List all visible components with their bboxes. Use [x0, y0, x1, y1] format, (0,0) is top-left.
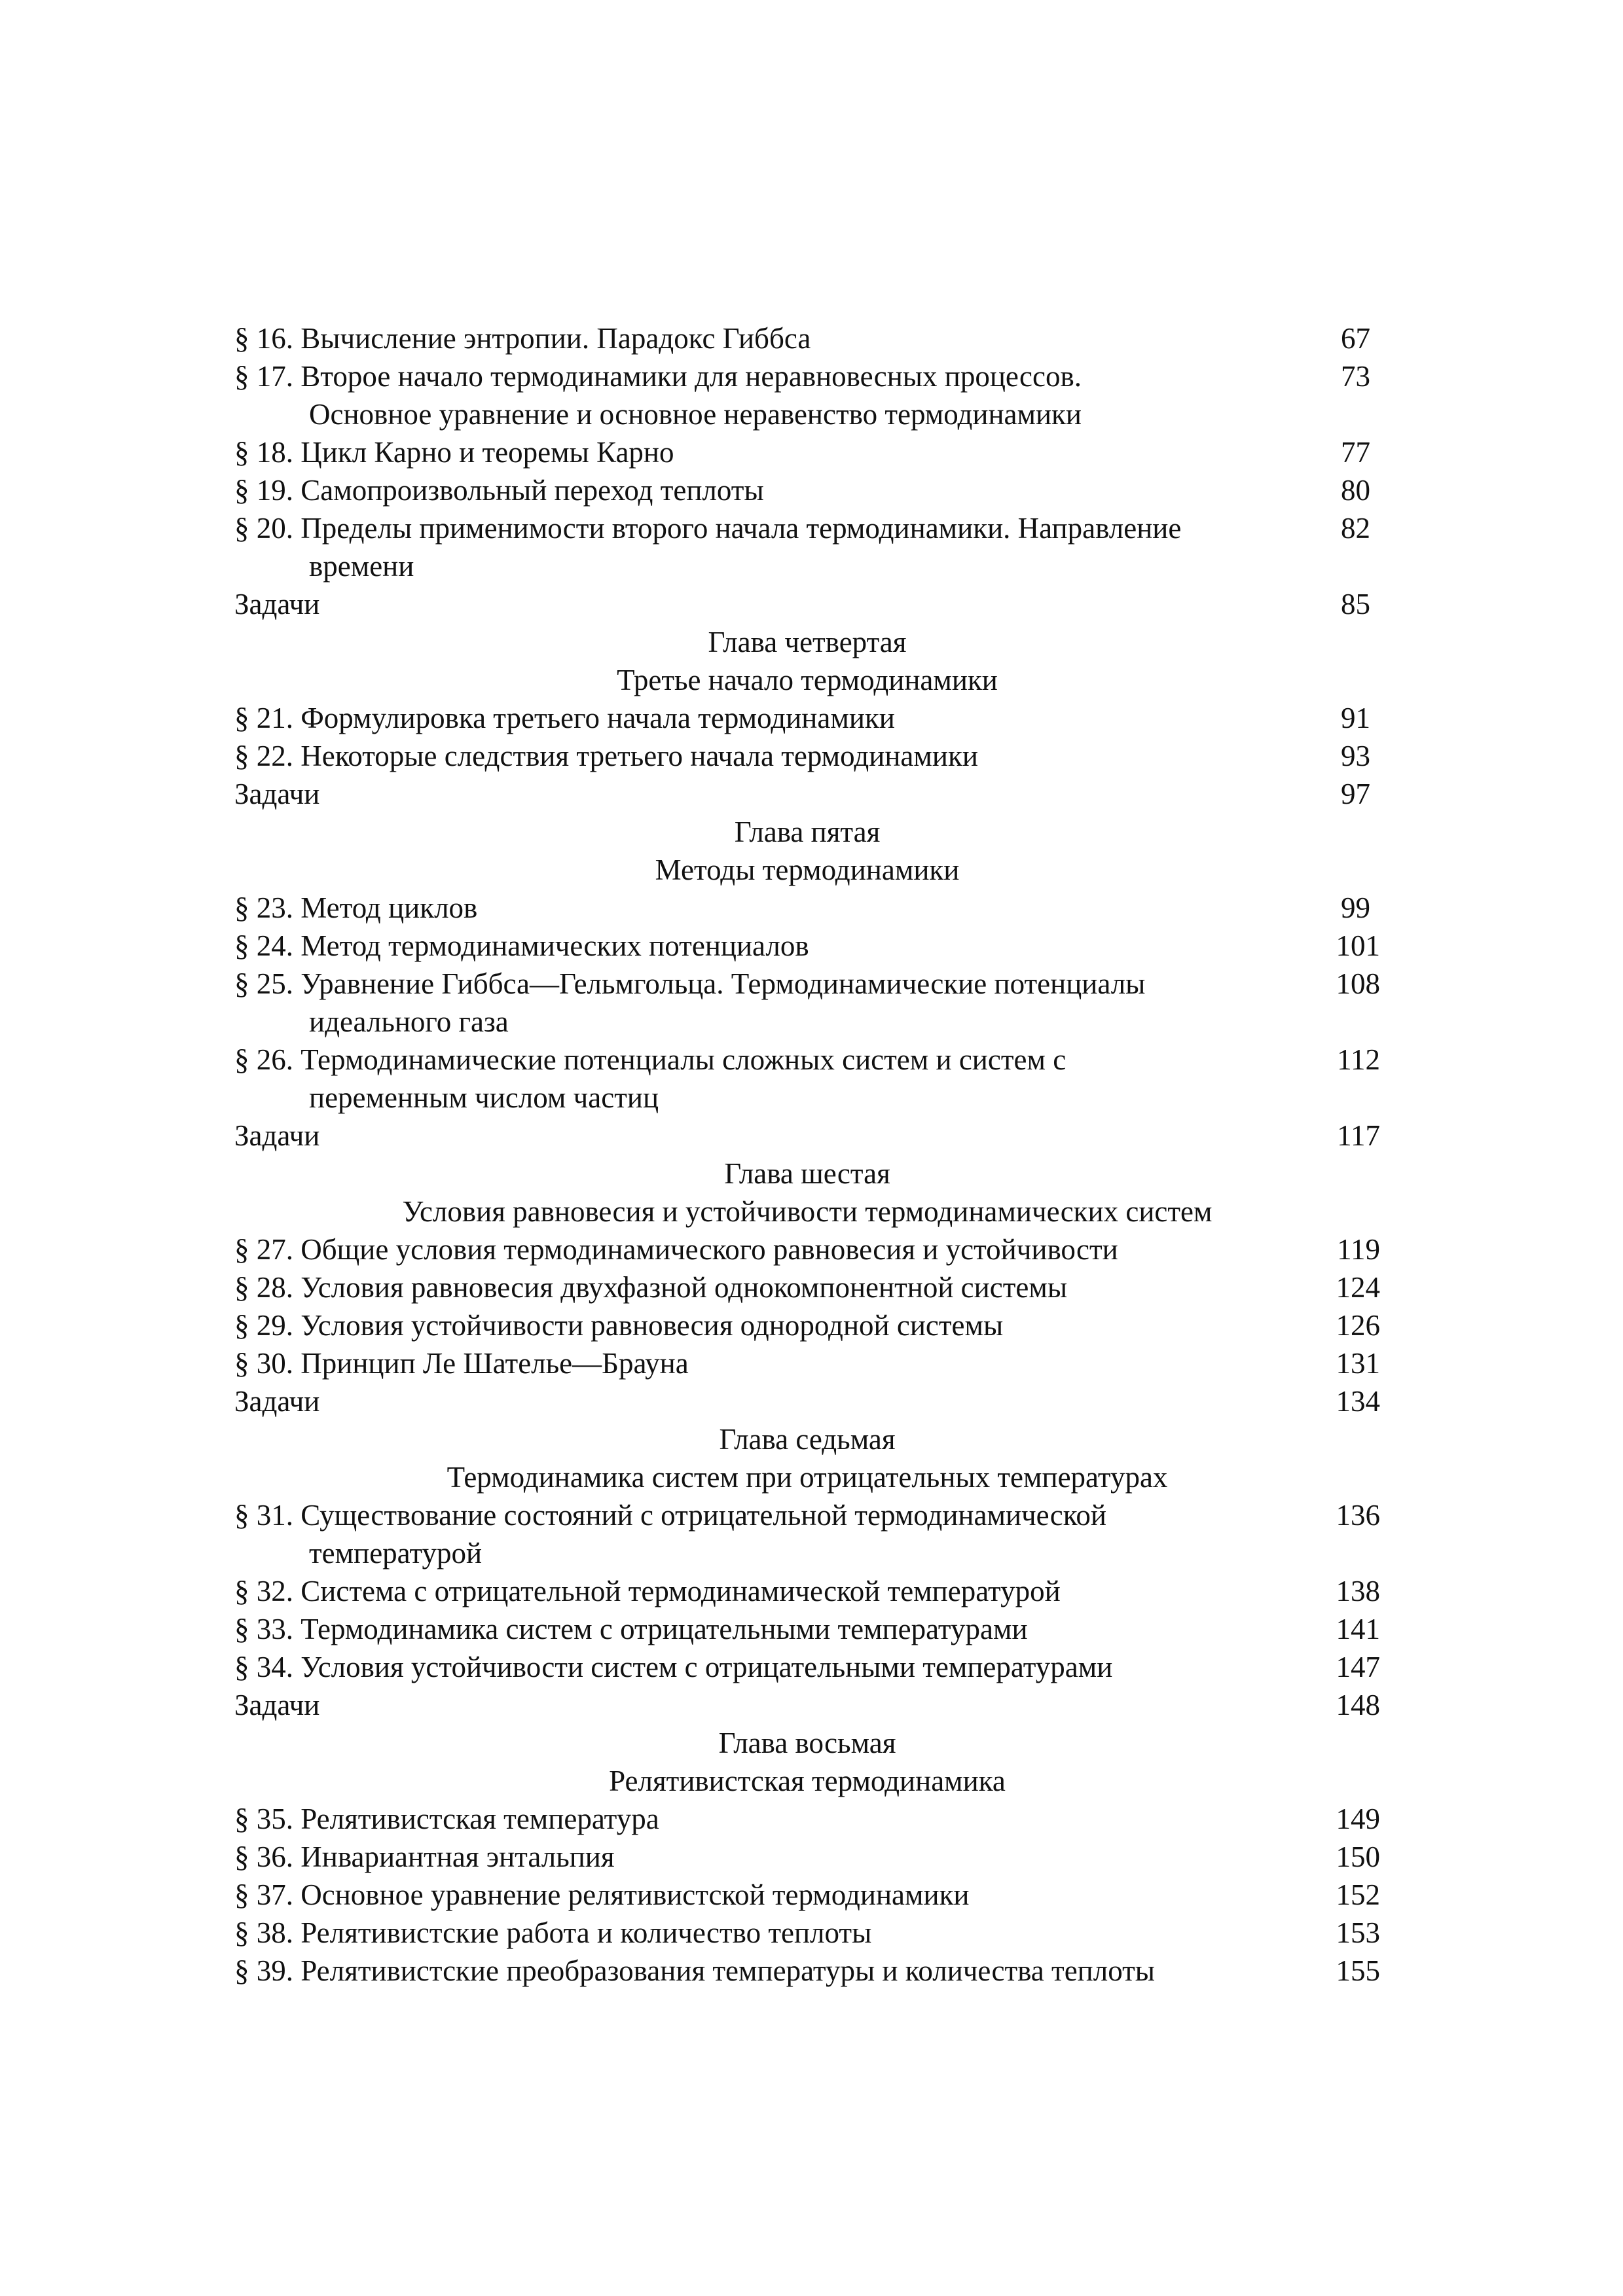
page-number: 136 — [1336, 1499, 1380, 1532]
page-number: 152 — [1336, 1878, 1380, 1911]
toc-entry — [234, 889, 1380, 927]
title-line: § 23. Метод циклов — [234, 891, 478, 924]
page-number: 80 — [1341, 474, 1370, 507]
toc-entry — [234, 1800, 1380, 1838]
title-line: § 34. Условия устойчивости систем с отрицательными температурами — [234, 1651, 1113, 1683]
chapter-heading — [234, 1155, 1380, 1193]
toc-entry-title — [234, 471, 1315, 509]
page-number: 108 — [1336, 967, 1380, 1000]
toc-entry — [234, 965, 1380, 1041]
toc-entry — [234, 927, 1380, 965]
toc-entry — [234, 1382, 1380, 1420]
toc-entry — [234, 737, 1380, 775]
toc-entry-title — [234, 1914, 1315, 1952]
toc-entry-title — [234, 1496, 1315, 1572]
page-number: 124 — [1336, 1271, 1380, 1304]
toc-entry — [234, 1344, 1380, 1382]
page-number: 82 — [1341, 512, 1370, 545]
title-line: Термодинамика систем при отрицательных температурах — [447, 1461, 1168, 1494]
toc-entry — [234, 1496, 1380, 1572]
toc-entry — [234, 1686, 1380, 1724]
chapter-heading-text — [234, 1458, 1380, 1496]
page-number: 134 — [1336, 1385, 1380, 1418]
page-number: 147 — [1336, 1651, 1380, 1683]
toc-entry-title — [234, 1610, 1315, 1648]
title-line: § 24. Метод термодинамических потенциалов — [234, 929, 809, 962]
title-line: Глава шестая — [724, 1157, 890, 1190]
toc-entry — [234, 699, 1380, 737]
chapter-heading-text — [234, 1420, 1380, 1458]
title-line: Задачи — [234, 778, 320, 810]
title-line: § 37. Основное уравнение релятивистской термодинамики — [234, 1878, 970, 1911]
page-number: 67 — [1341, 322, 1370, 355]
chapter-heading — [234, 1420, 1380, 1458]
title-line: § 21. Формулировка третьего начала термодинамики — [234, 702, 895, 734]
chapter-heading — [234, 1193, 1380, 1230]
title-line: § 27. Общие условия термодинамического равновесия и устойчивости — [234, 1233, 1118, 1266]
toc-entry — [234, 509, 1380, 585]
title-line: § 26. Термодинамические потенциалы сложных систем и систем с — [234, 1043, 1067, 1076]
page-number: 85 — [1341, 588, 1370, 620]
page-number: 119 — [1337, 1233, 1380, 1266]
title-line: § 16. Вычисление энтропии. Парадокс Гиббса — [234, 322, 811, 355]
title-line: § 25. Уравнение Гиббса—Гельмгольца. Термодинамические потенциалы — [234, 967, 1146, 1000]
toc-entry — [234, 1268, 1380, 1306]
title-line: Задачи — [234, 1119, 320, 1152]
toc-entry — [234, 1648, 1380, 1686]
page-number: 101 — [1336, 929, 1380, 962]
title-continuation-line: идеального газа — [309, 1005, 509, 1038]
table-of-contents — [234, 319, 1380, 1990]
page-number: 126 — [1336, 1309, 1380, 1342]
chapter-heading-text — [234, 1762, 1380, 1800]
toc-entry-title — [234, 1268, 1315, 1306]
toc-entry — [234, 775, 1380, 813]
title-line: § 39. Релятивистские преобразования температуры и количества теплоты — [234, 1954, 1156, 1987]
toc-entry-title — [234, 1117, 1315, 1155]
toc-entry-title — [234, 1230, 1315, 1268]
title-line: § 17. Второе начало термодинамики для неравновесных процессов. — [234, 360, 1082, 393]
toc-entry-title — [234, 1572, 1315, 1610]
title-line: Третье начало термодинамики — [617, 664, 998, 696]
title-line: § 36. Инвариантная энтальпия — [234, 1840, 615, 1873]
toc-entry-title — [234, 1838, 1315, 1876]
toc-entry — [234, 471, 1380, 509]
toc-entry-title — [234, 1306, 1315, 1344]
title-line: § 22. Некоторые следствия третьего начала термодинамики — [234, 740, 978, 772]
toc-entry-title — [234, 1648, 1315, 1686]
title-line: Релятивистская термодинамика — [609, 1765, 1006, 1797]
toc-entry-title — [234, 585, 1315, 623]
title-line: § 32. Система с отрицательной термодинамической температурой — [234, 1575, 1061, 1607]
toc-entry — [234, 585, 1380, 623]
title-continuation-line: температурой — [309, 1537, 483, 1570]
title-line: § 19. Самопроизвольный переход теплоты — [234, 474, 764, 507]
page-number: 117 — [1337, 1119, 1380, 1152]
chapter-heading-text — [234, 661, 1380, 699]
title-line: § 35. Релятивистская температура — [234, 1803, 659, 1835]
chapter-heading — [234, 623, 1380, 661]
page-number: 138 — [1336, 1575, 1380, 1607]
page-number: 97 — [1341, 778, 1370, 810]
toc-entry-title — [234, 1800, 1315, 1838]
toc-entry-title — [234, 509, 1315, 585]
title-line: § 38. Релятивистские работа и количество теплоты — [234, 1916, 872, 1949]
chapter-heading — [234, 851, 1380, 889]
chapter-heading — [234, 1724, 1380, 1762]
toc-entry — [234, 1117, 1380, 1155]
toc-entry-title — [234, 889, 1315, 927]
chapter-heading — [234, 1458, 1380, 1496]
toc-entry-title — [234, 1876, 1315, 1914]
toc-entry-title — [234, 965, 1315, 1041]
chapter-heading-text — [234, 1155, 1380, 1193]
title-continuation-line: переменным числом частиц — [309, 1081, 659, 1114]
page-number: 112 — [1337, 1043, 1380, 1076]
toc-entry — [234, 1952, 1380, 1990]
chapter-heading-text — [234, 623, 1380, 661]
page-number: 149 — [1336, 1803, 1380, 1835]
toc-entry-title — [234, 737, 1315, 775]
chapter-heading-text — [234, 1724, 1380, 1762]
chapter-heading — [234, 813, 1380, 851]
toc-entry — [234, 1230, 1380, 1268]
page-number: 141 — [1336, 1613, 1380, 1645]
toc-entry — [234, 1306, 1380, 1344]
title-line: Глава седьмая — [719, 1423, 896, 1456]
toc-entry-title — [234, 775, 1315, 813]
title-line: § 31. Существование состояний с отрицательной термодинамической — [234, 1499, 1106, 1532]
title-line: Задачи — [234, 588, 320, 620]
page-number: 77 — [1341, 436, 1370, 469]
page-number: 73 — [1341, 360, 1370, 393]
title-line: § 28. Условия равновесия двухфазной однокомпонентной системы — [234, 1271, 1068, 1304]
toc-entry — [234, 1041, 1380, 1117]
page-number: 93 — [1341, 740, 1370, 772]
toc-entry — [234, 1914, 1380, 1952]
toc-entry-title — [234, 357, 1315, 433]
page-number: 150 — [1336, 1840, 1380, 1873]
title-line: § 18. Цикл Карно и теоремы Карно — [234, 436, 674, 469]
chapter-heading — [234, 661, 1380, 699]
title-line: § 29. Условия устойчивости равновесия однородной системы — [234, 1309, 1004, 1342]
toc-entry — [234, 1838, 1380, 1876]
toc-entry-title — [234, 699, 1315, 737]
page-number: 131 — [1336, 1347, 1380, 1380]
chapter-heading-text — [234, 1193, 1380, 1230]
chapter-heading — [234, 1762, 1380, 1800]
toc-entry-title — [234, 1686, 1315, 1724]
toc-entry — [234, 433, 1380, 471]
page-number: 91 — [1341, 702, 1370, 734]
toc-entry-title — [234, 927, 1315, 965]
title-line: Глава пятая — [734, 816, 881, 848]
chapter-heading-text — [234, 851, 1380, 889]
toc-entry — [234, 1610, 1380, 1648]
page-number: 148 — [1336, 1689, 1380, 1721]
title-line: § 30. Принцип Ле Шателье—Брауна — [234, 1347, 689, 1380]
chapter-heading-text — [234, 813, 1380, 851]
toc-entry-title — [234, 1952, 1315, 1990]
toc-entry-title — [234, 1382, 1315, 1420]
toc-entry — [234, 319, 1380, 357]
title-continuation-line: Основное уравнение и основное неравенство термодинамики — [309, 398, 1082, 431]
toc-entry-title — [234, 319, 1315, 357]
title-line: Глава восьмая — [718, 1727, 896, 1759]
title-line: Задачи — [234, 1385, 320, 1418]
toc-entry-title — [234, 1041, 1315, 1117]
toc-entry-title — [234, 433, 1315, 471]
title-line: Глава четвертая — [708, 626, 907, 658]
page-number: 155 — [1336, 1954, 1380, 1987]
toc-entry — [234, 357, 1380, 433]
page-number: 153 — [1336, 1916, 1380, 1949]
toc-entry — [234, 1876, 1380, 1914]
title-line: § 33. Термодинамика систем с отрицательными температурами — [234, 1613, 1028, 1645]
page-number: 99 — [1341, 891, 1370, 924]
title-continuation-line: времени — [309, 550, 414, 583]
title-line: § 20. Пределы применимости второго начала термодинамики. Направление — [234, 512, 1182, 545]
toc-entry-title — [234, 1344, 1315, 1382]
toc-entry — [234, 1572, 1380, 1610]
title-line: Методы термодинамики — [655, 853, 960, 886]
title-line: Задачи — [234, 1689, 320, 1721]
title-line: Условия равновесия и устойчивости термодинамических систем — [402, 1195, 1213, 1228]
